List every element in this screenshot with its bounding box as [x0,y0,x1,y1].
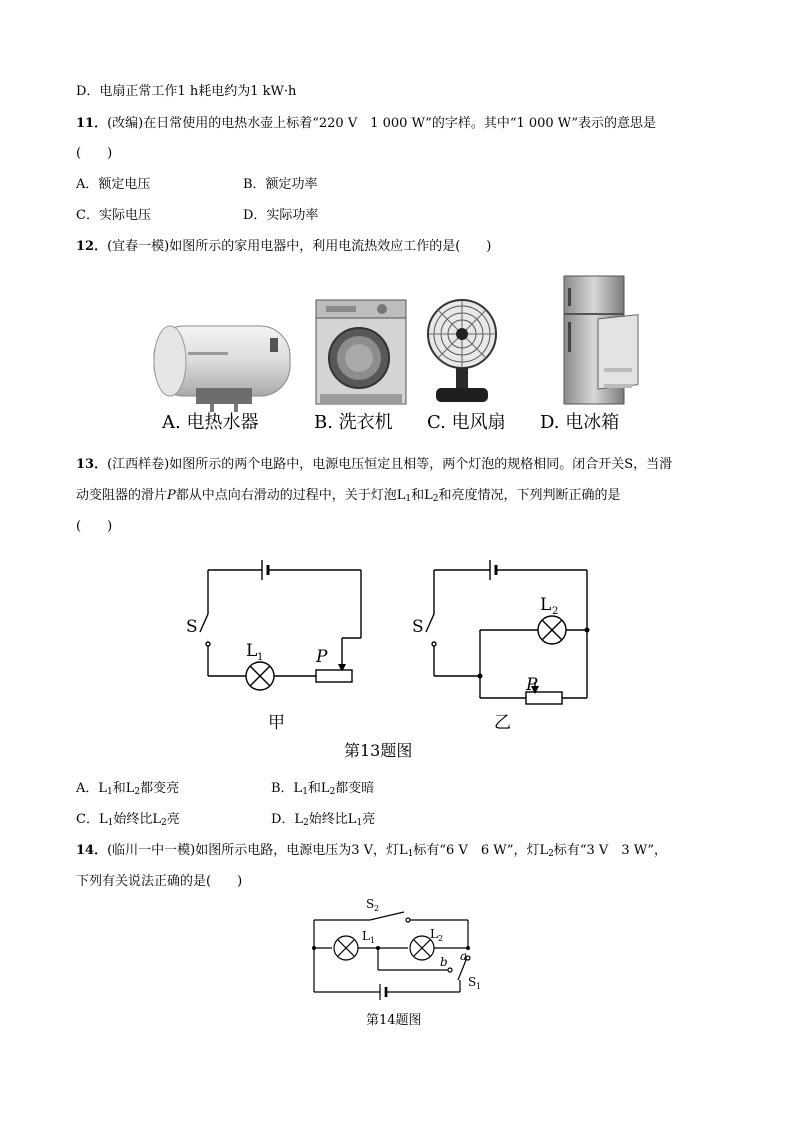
q14-text-1b: 标有“6 V 6 W”，灯L [413,843,549,858]
q11-text: (改编)在日常使用的电热水壶上标着“220 V 1 000 W”的字样。其中“1 000 W”表示的意思是 [107,116,657,131]
jia-slider-label: P [316,647,328,667]
q14-l1-label: L [362,929,370,943]
q14-s2-sub: 2 [374,904,380,913]
q12-text: (宜春一模)如图所示的家用电器中，利用电流热效应工作的是( ) [107,239,492,254]
q13-text-2b: 都从中点向右滑动的过程中，关于灯泡L [175,488,406,503]
yi-lamp-label: L [540,595,552,615]
q13-blank: ( ) [76,519,113,534]
jia-lamp-sub: 1 [257,652,264,663]
circuit-yi [426,560,587,704]
q11-option-d: D．实际功率 [243,208,319,223]
q13-slider-p: P [167,488,176,503]
q10-option-d: D．电扇正常工作1 h耗电约为1 kW·h [76,84,297,99]
q14-text-1a: (临川一中一模)如图所示电路，电源电压为3 V，灯L [107,843,408,858]
q14-sub-2: 2 [548,849,554,859]
q13-number: 13． [76,457,108,472]
jia-switch-label: S [186,617,198,637]
q11-stem [76,115,656,133]
q14-l2-sub: 2 [438,934,444,943]
q12-stem [76,238,491,256]
electric-fan-icon [428,300,496,402]
jia-lamp-label: L [246,641,258,661]
appliance-label-b: B. 洗衣机 [314,412,393,433]
q11-option-c: C．实际电压 [76,208,151,223]
q14-b-label: b [440,955,448,969]
q13-text-2c: 和L [411,488,433,503]
circuit-jia [200,560,361,690]
q13-option-d: D．$L_2$始终比$L_1$亮 [271,812,376,828]
q14-sub-1: 1 [407,849,414,859]
q14-a-label: a [460,949,468,963]
q14-circuit-figure [300,892,500,1030]
yi-lamp-sub: 2 [552,606,559,617]
q14-s2-label: S [366,897,375,911]
q12-appliances-figure [150,268,640,438]
q14-stem-line1 [76,842,667,863]
circuit-caption-yi: 乙 [494,713,511,733]
appliance-label-c: C. 电风扇 [427,412,506,433]
q11-number: 11． [76,116,108,131]
q13-figure-caption: 第13题图 [344,741,413,760]
q14-stem-line2: 下列有关说法正确的是( ) [76,874,243,889]
q13-sub-1: 1 [405,494,412,504]
q13-option-c: C．$L_1$始终比$L_2$亮 [76,812,180,828]
washing-machine-icon [316,300,406,404]
q11-option-b: B．额定功率 [243,177,318,192]
circuit-caption-jia: 甲 [268,713,285,733]
q14-s1-sub: 1 [476,982,482,991]
q13-stem-line2 [76,487,621,508]
q13-option-b: B．$L_1$和$L_2$都变暗 [271,781,375,797]
q13-text-2a: 动变阻器的滑片 [76,488,168,503]
yi-switch-label: S [412,617,424,637]
q13-option-a: A．$L_1$和$L_2$都变亮 [76,781,180,797]
q13-sub-2: 2 [432,494,439,504]
appliance-label-d: D. 电冰箱 [540,412,620,433]
q13-circuits-figure [180,556,600,766]
q14-l2-label: L [430,927,438,941]
yi-slider-label: P [526,675,538,695]
q13-stem-line1 [76,456,672,474]
q13-text-2d: 和亮度情况，下列判断正确的是 [438,488,621,503]
q14-text-1c: 标有“3 V 3 W”， [553,843,667,858]
q11-blank: ( ) [76,146,113,161]
refrigerator-icon [564,276,638,404]
water-heater-icon [154,326,290,412]
q12-number: 12． [76,239,108,254]
appliance-label-a: A. 电热水器 [162,412,259,433]
q14-s1-label: S [468,975,477,989]
q14-figure-caption: 第14题图 [366,1013,422,1028]
q14-number: 14． [76,843,108,858]
q14-l1-sub: 1 [370,936,376,945]
q13-text-1: (江西样卷)如图所示的两个电路中，电源电压恒定且相等，两个灯泡的规格相同。闭合开关S，当滑 [107,457,673,472]
q11-option-a: A．额定电压 [76,177,151,192]
